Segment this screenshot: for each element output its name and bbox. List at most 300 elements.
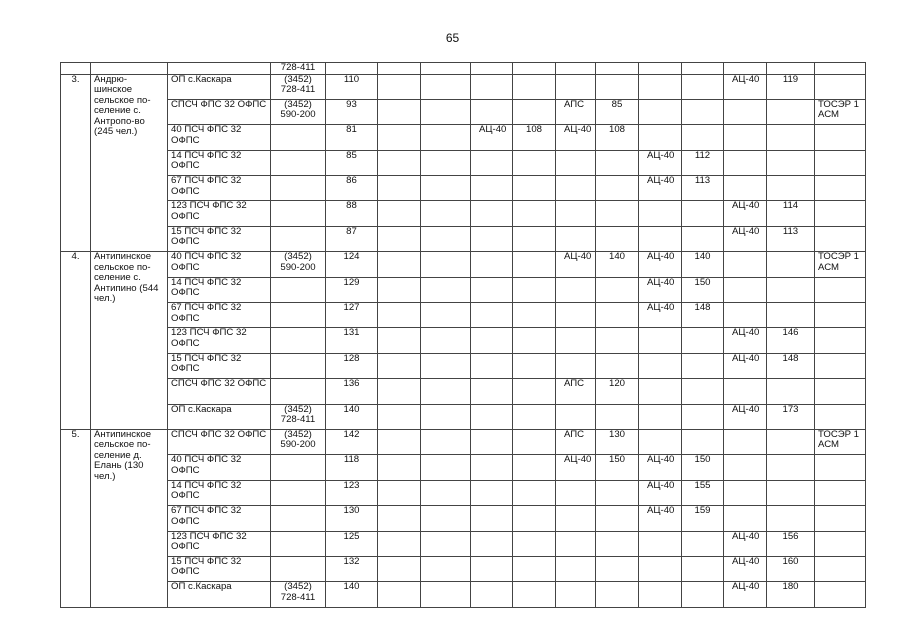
- vehicle-cell: [471, 150, 513, 175]
- vehicle-cell: АЦ-40: [639, 176, 682, 201]
- phone-cell: [271, 226, 326, 251]
- time-cell: 156: [767, 531, 815, 556]
- unit-name: 14 ПСЧ ФПС 32 ОФПС: [168, 277, 271, 302]
- time-cell: [513, 379, 556, 404]
- vehicle-cell: [378, 226, 421, 251]
- vehicle-cell: [378, 480, 421, 505]
- vehicle-cell: АЦ-40: [724, 328, 767, 353]
- time-cell: [421, 150, 471, 175]
- vehicle-cell: АЦ-40: [724, 353, 767, 378]
- vehicle-cell: [471, 303, 513, 328]
- vehicle-cell: АПС: [556, 99, 596, 124]
- vehicle-cell: АЦ-40: [639, 303, 682, 328]
- phone-cell: [271, 531, 326, 556]
- time-cell: [513, 404, 556, 429]
- vehicle-cell: [471, 353, 513, 378]
- empty-cell: [682, 63, 724, 75]
- vehicle-cell: [471, 176, 513, 201]
- vehicle-cell: [471, 328, 513, 353]
- vehicle-cell: АЦ-40: [471, 125, 513, 150]
- vehicle-cell: АЦ-40: [639, 455, 682, 480]
- phone-cell: [271, 353, 326, 378]
- empty-cell: [724, 63, 767, 75]
- vehicle-cell: [471, 201, 513, 226]
- empty-cell: [815, 63, 866, 75]
- note-cell: ТОСЭР 1 АСМ: [815, 252, 866, 277]
- time-cell: [596, 201, 639, 226]
- time-cell: 160: [767, 556, 815, 581]
- time-cell: 119: [767, 74, 815, 99]
- row-number: 4.: [61, 252, 91, 430]
- time-cell: [767, 277, 815, 302]
- distance-cell: 132: [326, 556, 378, 581]
- phone-cell: [271, 125, 326, 150]
- time-cell: [421, 353, 471, 378]
- vehicle-cell: [378, 582, 421, 607]
- empty-cell: [767, 63, 815, 75]
- vehicle-cell: АЦ-40: [556, 455, 596, 480]
- time-cell: [421, 125, 471, 150]
- phone-cell: [271, 150, 326, 175]
- time-cell: [421, 506, 471, 531]
- time-cell: [682, 328, 724, 353]
- phone-cell: [271, 303, 326, 328]
- time-cell: [682, 531, 724, 556]
- note-cell: [815, 226, 866, 251]
- distance-cell: 124: [326, 252, 378, 277]
- vehicle-cell: [378, 429, 421, 454]
- time-cell: 148: [767, 353, 815, 378]
- note-cell: [815, 150, 866, 175]
- table-row: [61, 176, 866, 201]
- vehicle-cell: [378, 328, 421, 353]
- time-cell: [421, 201, 471, 226]
- phone-cell: [271, 277, 326, 302]
- time-cell: 112: [682, 150, 724, 175]
- time-cell: [513, 303, 556, 328]
- vehicle-cell: [378, 531, 421, 556]
- time-cell: 108: [513, 125, 556, 150]
- vehicle-cell: [378, 99, 421, 124]
- vehicle-cell: [556, 582, 596, 607]
- time-cell: [682, 556, 724, 581]
- note-cell: ТОСЭР 1 АСМ: [815, 429, 866, 454]
- table-row: [61, 252, 866, 277]
- unit-name: 67 ПСЧ ФПС 32 ОФПС: [168, 176, 271, 201]
- time-cell: 150: [682, 455, 724, 480]
- distance-cell: 93: [326, 99, 378, 124]
- vehicle-cell: [639, 99, 682, 124]
- time-cell: 130: [596, 429, 639, 454]
- note-cell: [815, 125, 866, 150]
- distance-cell: 88: [326, 201, 378, 226]
- vehicle-cell: [724, 252, 767, 277]
- unit-name: СПСЧ ФПС 32 ОФПС: [168, 99, 271, 124]
- time-cell: [421, 303, 471, 328]
- unit-name: 123 ПСЧ ФПС 32 ОФПС: [168, 201, 271, 226]
- empty-cell: [421, 63, 471, 75]
- time-cell: [682, 404, 724, 429]
- vehicle-cell: [471, 99, 513, 124]
- table-row: [61, 99, 866, 124]
- time-cell: [513, 201, 556, 226]
- table-row: [61, 480, 866, 505]
- phone-cell: [271, 480, 326, 505]
- note-cell: [815, 404, 866, 429]
- time-cell: 108: [596, 125, 639, 150]
- time-cell: [513, 582, 556, 607]
- vehicle-cell: [471, 582, 513, 607]
- time-cell: [513, 74, 556, 99]
- note-cell: [815, 379, 866, 404]
- time-cell: [682, 125, 724, 150]
- unit-name: 123 ПСЧ ФПС 32 ОФПС: [168, 531, 271, 556]
- vehicle-cell: [378, 277, 421, 302]
- time-cell: [513, 277, 556, 302]
- time-cell: [513, 99, 556, 124]
- time-cell: [421, 99, 471, 124]
- vehicle-cell: [378, 506, 421, 531]
- vehicle-cell: АЦ-40: [724, 226, 767, 251]
- time-cell: [513, 556, 556, 581]
- vehicle-cell: АЦ-40: [639, 252, 682, 277]
- time-cell: [513, 429, 556, 454]
- vehicle-cell: [556, 506, 596, 531]
- time-cell: [513, 252, 556, 277]
- vehicle-cell: [639, 531, 682, 556]
- table-row: [61, 531, 866, 556]
- phone-cell: (3452) 590-200: [271, 252, 326, 277]
- vehicle-cell: [556, 226, 596, 251]
- vehicle-cell: [378, 556, 421, 581]
- unit-name: 15 ПСЧ ФПС 32 ОФПС: [168, 556, 271, 581]
- time-cell: [767, 150, 815, 175]
- time-cell: [767, 506, 815, 531]
- time-cell: 113: [767, 226, 815, 251]
- time-cell: 140: [596, 252, 639, 277]
- vehicle-cell: [378, 150, 421, 175]
- time-cell: [682, 379, 724, 404]
- unit-name: ОП с.Каскара: [168, 74, 271, 99]
- vehicle-cell: [724, 99, 767, 124]
- note-cell: [815, 201, 866, 226]
- empty-cell: [91, 63, 168, 75]
- vehicle-cell: [556, 277, 596, 302]
- time-cell: [596, 353, 639, 378]
- vehicle-cell: [471, 277, 513, 302]
- vehicle-cell: [639, 379, 682, 404]
- vehicle-cell: [639, 74, 682, 99]
- time-cell: [421, 480, 471, 505]
- time-cell: [513, 226, 556, 251]
- vehicle-cell: [378, 252, 421, 277]
- empty-cell: [556, 63, 596, 75]
- vehicle-cell: [639, 328, 682, 353]
- note-cell: [815, 556, 866, 581]
- unit-name: 15 ПСЧ ФПС 32 ОФПС: [168, 226, 271, 251]
- vehicle-cell: АЦ-40: [724, 582, 767, 607]
- vehicle-cell: [556, 74, 596, 99]
- time-cell: [421, 277, 471, 302]
- vehicle-cell: [471, 506, 513, 531]
- vehicle-cell: [471, 404, 513, 429]
- unit-name: 15 ПСЧ ФПС 32 ОФПС: [168, 353, 271, 378]
- vehicle-cell: [471, 531, 513, 556]
- vehicle-cell: [471, 480, 513, 505]
- vehicle-cell: [378, 379, 421, 404]
- time-cell: [682, 582, 724, 607]
- phone-cell: [271, 506, 326, 531]
- distance-cell: 85: [326, 150, 378, 175]
- time-cell: [596, 480, 639, 505]
- phone-cell: (3452) 728-411: [271, 404, 326, 429]
- time-cell: [596, 404, 639, 429]
- time-cell: [596, 582, 639, 607]
- vehicle-cell: АЦ-40: [556, 252, 596, 277]
- distance-cell: 127: [326, 303, 378, 328]
- phone-cell: [271, 201, 326, 226]
- page-number: 65: [445, 31, 460, 45]
- vehicle-cell: [639, 556, 682, 581]
- time-cell: [767, 429, 815, 454]
- time-cell: [767, 176, 815, 201]
- empty-cell: [596, 63, 639, 75]
- table-row: [61, 455, 866, 480]
- time-cell: 173: [767, 404, 815, 429]
- time-cell: [513, 531, 556, 556]
- distance-cell: 125: [326, 531, 378, 556]
- phone-cell: (3452) 728-411: [271, 582, 326, 607]
- table-row: [61, 226, 866, 251]
- empty-cell: [61, 63, 91, 75]
- table-row: [61, 74, 866, 99]
- table-row: [61, 404, 866, 429]
- distance-cell: 110: [326, 74, 378, 99]
- table-row: [61, 277, 866, 302]
- distance-cell: 81: [326, 125, 378, 150]
- time-cell: [682, 74, 724, 99]
- vehicle-cell: АЦ-40: [556, 125, 596, 150]
- vehicle-cell: АЦ-40: [639, 506, 682, 531]
- note-cell: [815, 455, 866, 480]
- phone-cell: [271, 556, 326, 581]
- unit-name: 123 ПСЧ ФПС 32 ОФПС: [168, 328, 271, 353]
- table-row: [61, 429, 866, 454]
- distance-cell: 123: [326, 480, 378, 505]
- vehicle-cell: [639, 582, 682, 607]
- distance-cell: 142: [326, 429, 378, 454]
- vehicle-cell: [724, 277, 767, 302]
- settlement-name: Антипинское сельское по-селение д. Елань (130 чел.): [91, 429, 168, 607]
- note-cell: [815, 74, 866, 99]
- settlement-name: Антипинское сельское по-селение с. Антипино (544 чел.): [91, 252, 168, 430]
- vehicle-cell: [724, 480, 767, 505]
- vehicle-cell: [724, 150, 767, 175]
- vehicle-cell: АЦ-40: [724, 74, 767, 99]
- time-cell: 120: [596, 379, 639, 404]
- vehicle-cell: АПС: [556, 379, 596, 404]
- time-cell: 114: [767, 201, 815, 226]
- time-cell: [767, 480, 815, 505]
- table-row: [61, 353, 866, 378]
- note-cell: [815, 531, 866, 556]
- note-cell: [815, 506, 866, 531]
- vehicle-cell: [471, 556, 513, 581]
- vehicle-cell: [556, 303, 596, 328]
- row-number: 3.: [61, 74, 91, 252]
- vehicle-cell: [639, 429, 682, 454]
- time-cell: [513, 176, 556, 201]
- time-cell: [596, 150, 639, 175]
- time-cell: 180: [767, 582, 815, 607]
- vehicle-cell: [471, 455, 513, 480]
- time-cell: [421, 556, 471, 581]
- vehicle-cell: [471, 429, 513, 454]
- time-cell: [513, 455, 556, 480]
- table-row: [61, 379, 866, 404]
- vehicle-cell: [556, 150, 596, 175]
- vehicle-cell: [724, 455, 767, 480]
- time-cell: [596, 303, 639, 328]
- distance-cell: 128: [326, 353, 378, 378]
- distance-cell: 136: [326, 379, 378, 404]
- note-cell: [815, 277, 866, 302]
- distance-cell: 86: [326, 176, 378, 201]
- vehicle-cell: [471, 379, 513, 404]
- time-cell: [513, 150, 556, 175]
- vehicle-cell: [378, 201, 421, 226]
- time-cell: [596, 328, 639, 353]
- distance-cell: 131: [326, 328, 378, 353]
- table-row: [61, 150, 866, 175]
- vehicle-cell: [724, 125, 767, 150]
- note-cell: [815, 582, 866, 607]
- vehicle-cell: [471, 252, 513, 277]
- table-row: [61, 125, 866, 150]
- vehicle-cell: [378, 303, 421, 328]
- vehicle-cell: [556, 176, 596, 201]
- table-row: [61, 303, 866, 328]
- vehicle-cell: [724, 379, 767, 404]
- empty-cell: [471, 63, 513, 75]
- continuation-row: [61, 63, 866, 75]
- vehicle-cell: [639, 125, 682, 150]
- settlement-name: Андрю-шинское сельское по-селение с. Антропо-во (245 чел.): [91, 74, 168, 252]
- time-cell: 113: [682, 176, 724, 201]
- vehicle-cell: [471, 74, 513, 99]
- force-allocation-table: [60, 62, 866, 608]
- vehicle-cell: [556, 480, 596, 505]
- unit-name: 40 ПСЧ ФПС 32 ОФПС: [168, 455, 271, 480]
- vehicle-cell: АЦ-40: [639, 150, 682, 175]
- phone-cell: (3452) 590-200: [271, 429, 326, 454]
- note-cell: [815, 328, 866, 353]
- unit-name: 67 ПСЧ ФПС 32 ОФПС: [168, 303, 271, 328]
- time-cell: [596, 531, 639, 556]
- vehicle-cell: [556, 353, 596, 378]
- unit-name: ОП с.Каскара: [168, 404, 271, 429]
- empty-cell: [513, 63, 556, 75]
- vehicle-cell: [556, 201, 596, 226]
- vehicle-cell: АЦ-40: [724, 556, 767, 581]
- time-cell: [767, 303, 815, 328]
- unit-name: СПСЧ ФПС 32 ОФПС: [168, 379, 271, 404]
- vehicle-cell: [556, 404, 596, 429]
- table-row: [61, 582, 866, 607]
- unit-name: ОП с.Каскара: [168, 582, 271, 607]
- vehicle-cell: [378, 176, 421, 201]
- distance-cell: 129: [326, 277, 378, 302]
- time-cell: [421, 328, 471, 353]
- time-cell: [513, 353, 556, 378]
- unit-name: 14 ПСЧ ФПС 32 ОФПС: [168, 150, 271, 175]
- vehicle-cell: [639, 404, 682, 429]
- time-cell: [767, 125, 815, 150]
- time-cell: 85: [596, 99, 639, 124]
- empty-cell: [168, 63, 271, 75]
- time-cell: [421, 226, 471, 251]
- vehicle-cell: АЦ-40: [724, 531, 767, 556]
- row-number: 5.: [61, 429, 91, 607]
- time-cell: [682, 226, 724, 251]
- vehicle-cell: [556, 328, 596, 353]
- time-cell: [596, 556, 639, 581]
- empty-cell: [378, 63, 421, 75]
- vehicle-cell: [378, 74, 421, 99]
- time-cell: [682, 99, 724, 124]
- vehicle-cell: [639, 226, 682, 251]
- distance-cell: 130: [326, 506, 378, 531]
- time-cell: [513, 480, 556, 505]
- time-cell: [767, 455, 815, 480]
- time-cell: [767, 99, 815, 124]
- time-cell: 159: [682, 506, 724, 531]
- vehicle-cell: [378, 404, 421, 429]
- time-cell: [421, 531, 471, 556]
- time-cell: [596, 226, 639, 251]
- phone-cell: (3452) 590-200: [271, 99, 326, 124]
- time-cell: [421, 74, 471, 99]
- time-cell: [421, 429, 471, 454]
- phone-cell: [271, 379, 326, 404]
- empty-cell: [326, 63, 378, 75]
- vehicle-cell: [639, 201, 682, 226]
- time-cell: [767, 379, 815, 404]
- table-row: [61, 328, 866, 353]
- time-cell: [682, 429, 724, 454]
- vehicle-cell: [724, 176, 767, 201]
- time-cell: [596, 506, 639, 531]
- unit-name: 14 ПСЧ ФПС 32 ОФПС: [168, 480, 271, 505]
- time-cell: [513, 328, 556, 353]
- vehicle-cell: [724, 303, 767, 328]
- unit-name: СПСЧ ФПС 32 ОФПС: [168, 429, 271, 454]
- note-cell: [815, 303, 866, 328]
- table-row: [61, 506, 866, 531]
- distance-cell: 140: [326, 404, 378, 429]
- vehicle-cell: АПС: [556, 429, 596, 454]
- vehicle-cell: [639, 353, 682, 378]
- time-cell: [682, 353, 724, 378]
- time-cell: [513, 506, 556, 531]
- time-cell: 150: [596, 455, 639, 480]
- vehicle-cell: АЦ-40: [639, 480, 682, 505]
- table-row: [61, 556, 866, 581]
- note-cell: [815, 176, 866, 201]
- time-cell: 155: [682, 480, 724, 505]
- vehicle-cell: [724, 506, 767, 531]
- time-cell: [682, 201, 724, 226]
